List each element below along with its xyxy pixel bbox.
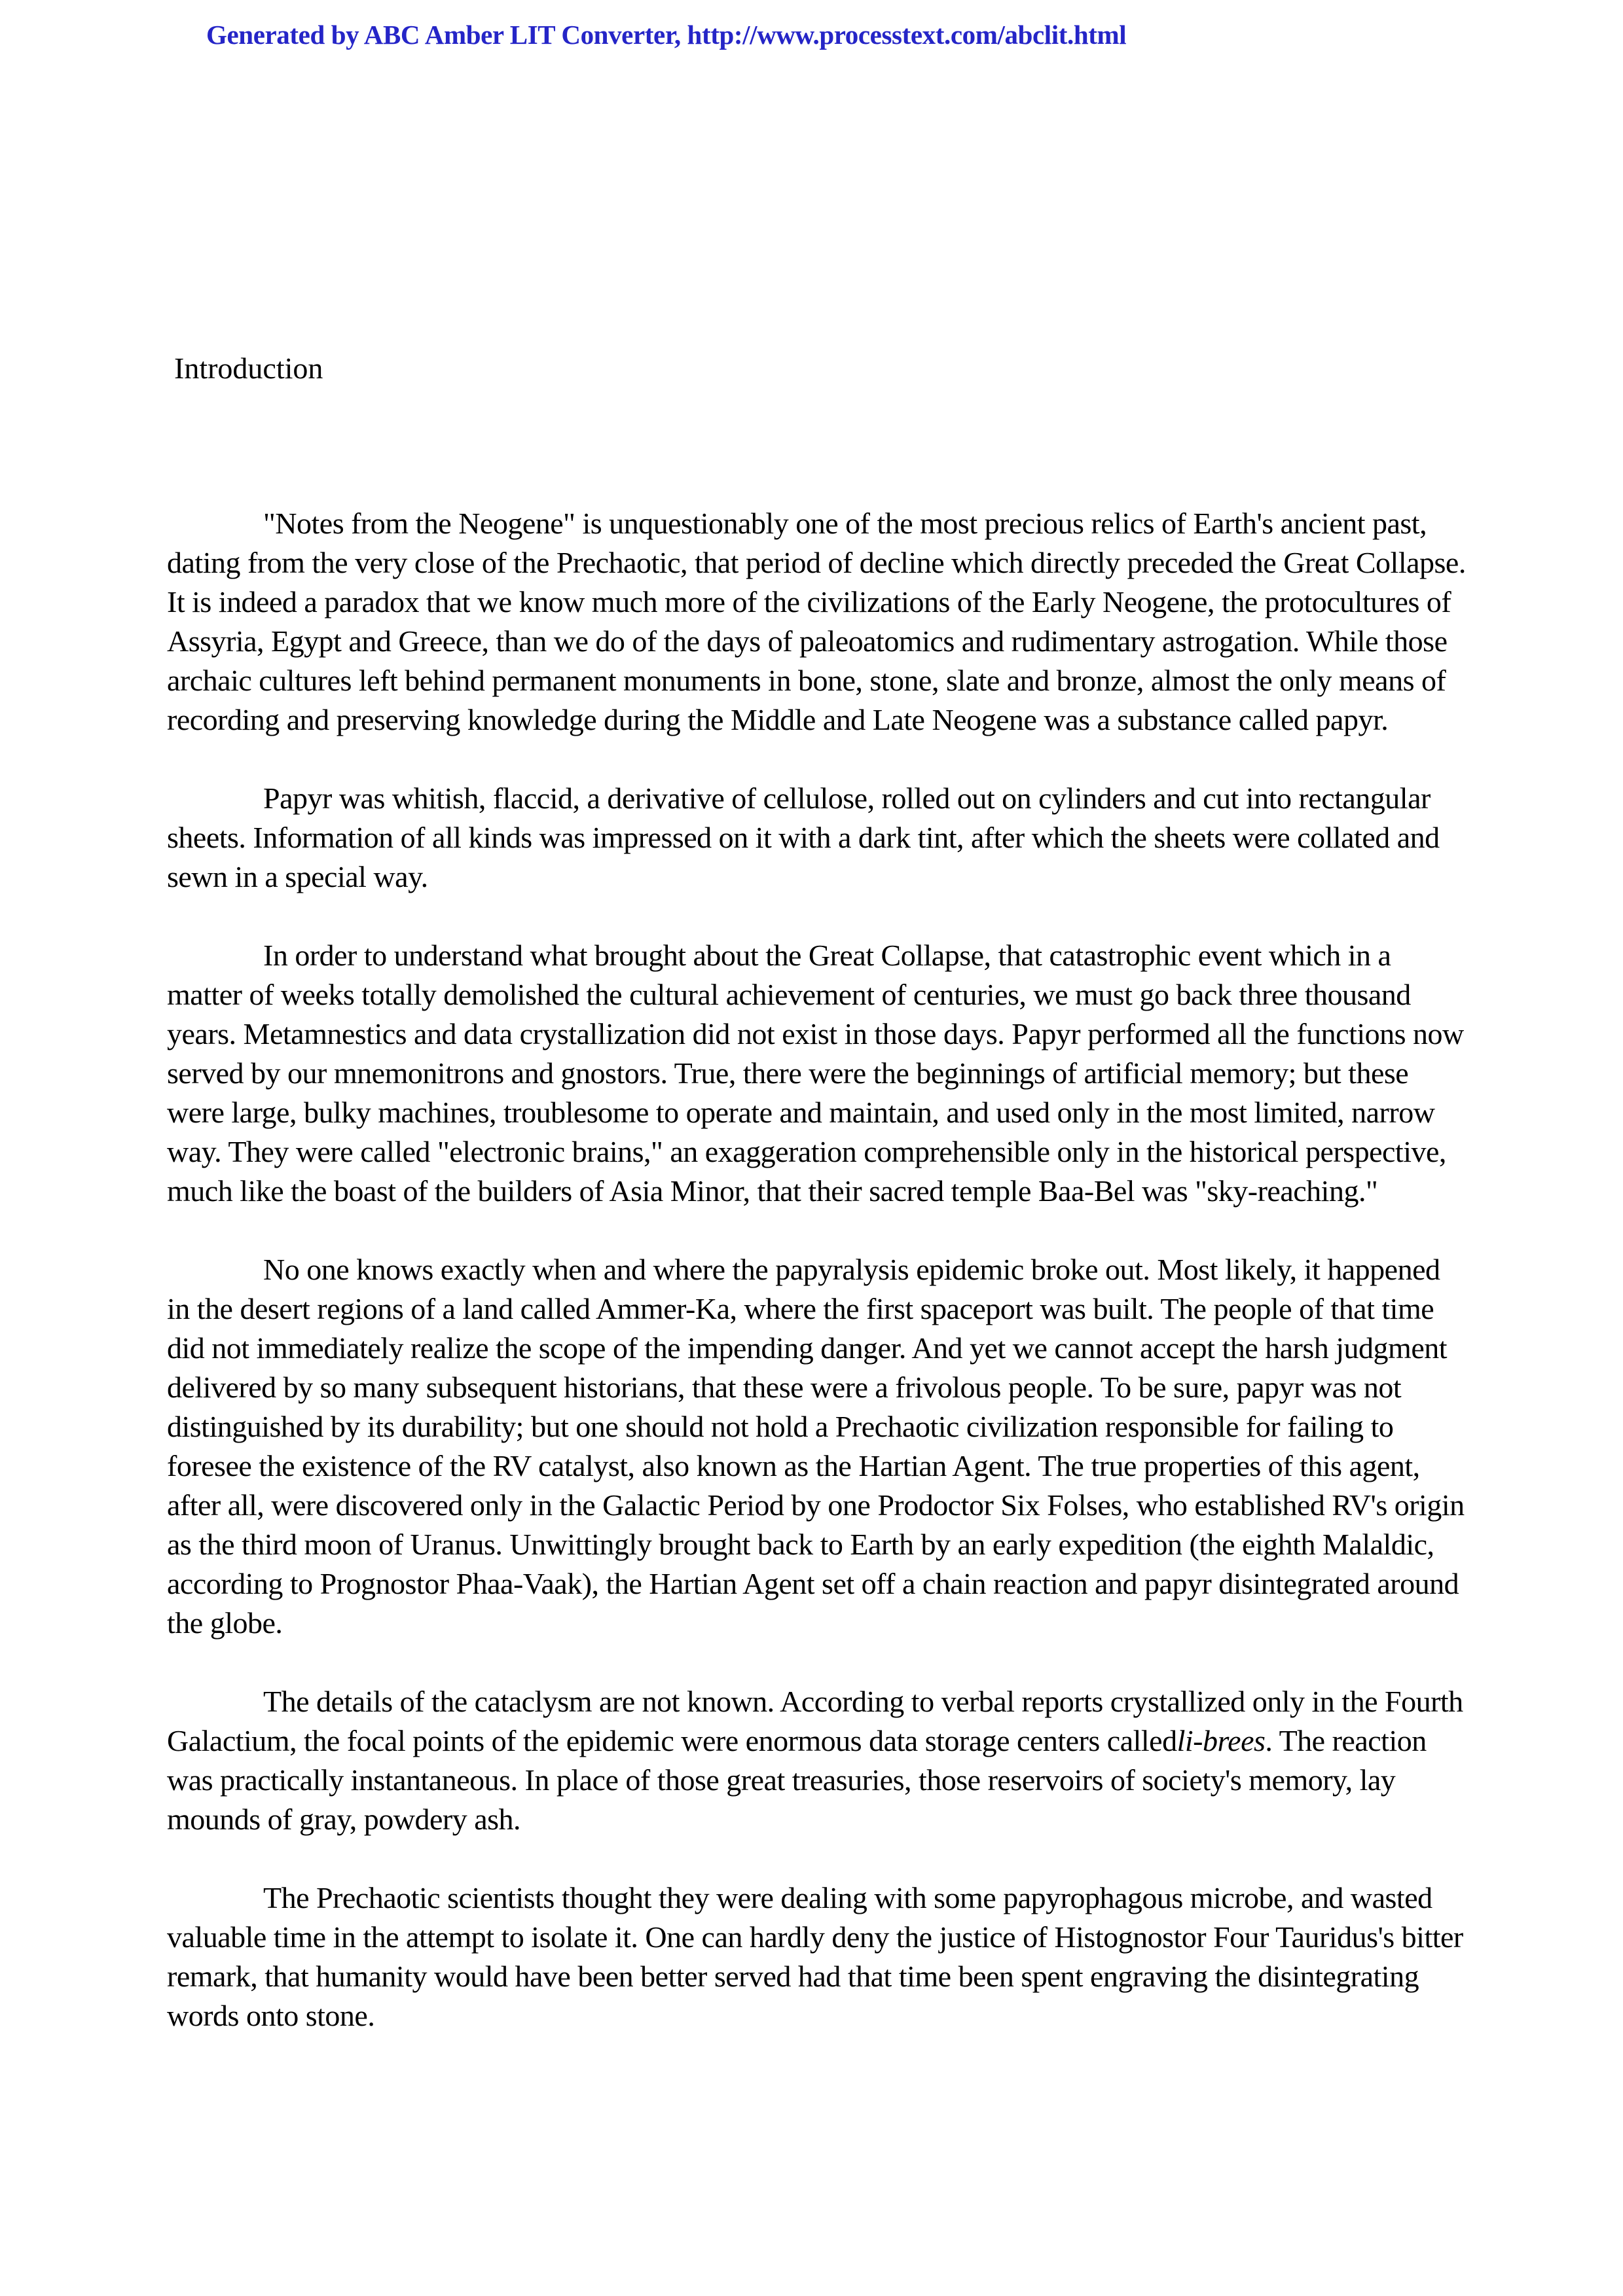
paragraph-5 [167, 1682, 1470, 1839]
document-body [167, 504, 1470, 2075]
paragraph-5-text-before: The details of the cataclysm are not known. According to verbal reports crystallized only in the Fourth Galactium, the focal points of the epidemic were enormous data storage centers called [167, 1685, 1463, 1757]
paragraph-2: Papyr was whitish, flaccid, a derivative of cellulose, rolled out on cylinders and cut into rectangular sheets. Information of all kinds was impressed on it with a dark tint, after which the sheets were collated and sewn in a special way. [167, 781, 1440, 893]
paragraph-6: The Prechaotic scientists thought they were dealing with some papyrophagous microbe, and wasted valuable time in the attempt to isolate it. One can hardly deny the justice of Histognostor Four Tauridus's bitter remark, that humanity would have been better served had that time been spent engraving the disintegrating words onto stone. [167, 1881, 1463, 2032]
paragraph-4: No one knows exactly when and where the papyralysis epidemic broke out. Most likely, it happened in the desert regions of a land called Ammer-Ka, where the first spaceport was built. The people of that time did not immediately realize the scope of the impending danger. And yet we cannot accept the harsh judgment delivered by so many subsequent historians, that these were a frivolous people. To be sure, papyr was not distinguished by its durability; but one should not hold a Prechaotic civilization responsible for failing to foresee the existence of the RV catalyst, also known as the Hartian Agent. The true properties of this agent, after all, were discovered only in the Galactic Period by one Prodoctor Six Folses, who established RV's origin as the third moon of Uranus. Unwittingly brought back to Earth by an early expedition (the eighth Malaldic, according to Prognostor Phaa-Vaak), the Hartian Agent set off a chain reaction and papyr disintegrated around the globe. [167, 1253, 1465, 1640]
paragraph-5-italic-term: li-brees [1176, 1724, 1266, 1757]
chapter-heading: Introduction [174, 351, 323, 385]
converter-link[interactable]: Generated by ABC Amber LIT Converter, http://www.processtext.com/abclit.html [206, 20, 1127, 50]
paragraph-1: "Notes from the Neogene" is unquestionably one of the most precious relics of Earth's ancient past, dating from the very close of the Prechaotic, that period of decline which directly preceded the Great Collapse. It is indeed a paradox that we know much more of the civilizations of the Early Neogene, the protocultures of Assyria, Egypt and Greece, than we do of the days of paleoatomics and rudimentary astrogation. While those archaic cultures left behind permanent monuments in bone, stone, slate and bronze, almost the only means of recording and preserving knowledge during the Middle and Late Neogene was a substance called papyr. [167, 507, 1466, 736]
paragraph-3: In order to understand what brought about the Great Collapse, that catastrophic event which in a matter of weeks totally demolished the cultural achievement of centuries, we must go back three thousand years. Metamnestics and data crystallization did not exist in those days. Papyr performed all the functions now served by our mnemonitrons and gnostors. True, there were the beginnings of artificial memory; but these were large, bulky machines, troublesome to operate and maintain, and used only in the most limited, narrow way. They were called "electronic brains," an exaggeration comprehensible only in the historical perspective, much like the boast of the builders of Asia Minor, that their sacred temple Baa-Bel was "sky-reaching." [167, 939, 1464, 1208]
paragraph-5-text-after: . The reaction was practically instantaneous. In place of those great treasuries, those reservoirs of society's memory, lay mounds of gray, powdery ash. [167, 1724, 1427, 1836]
